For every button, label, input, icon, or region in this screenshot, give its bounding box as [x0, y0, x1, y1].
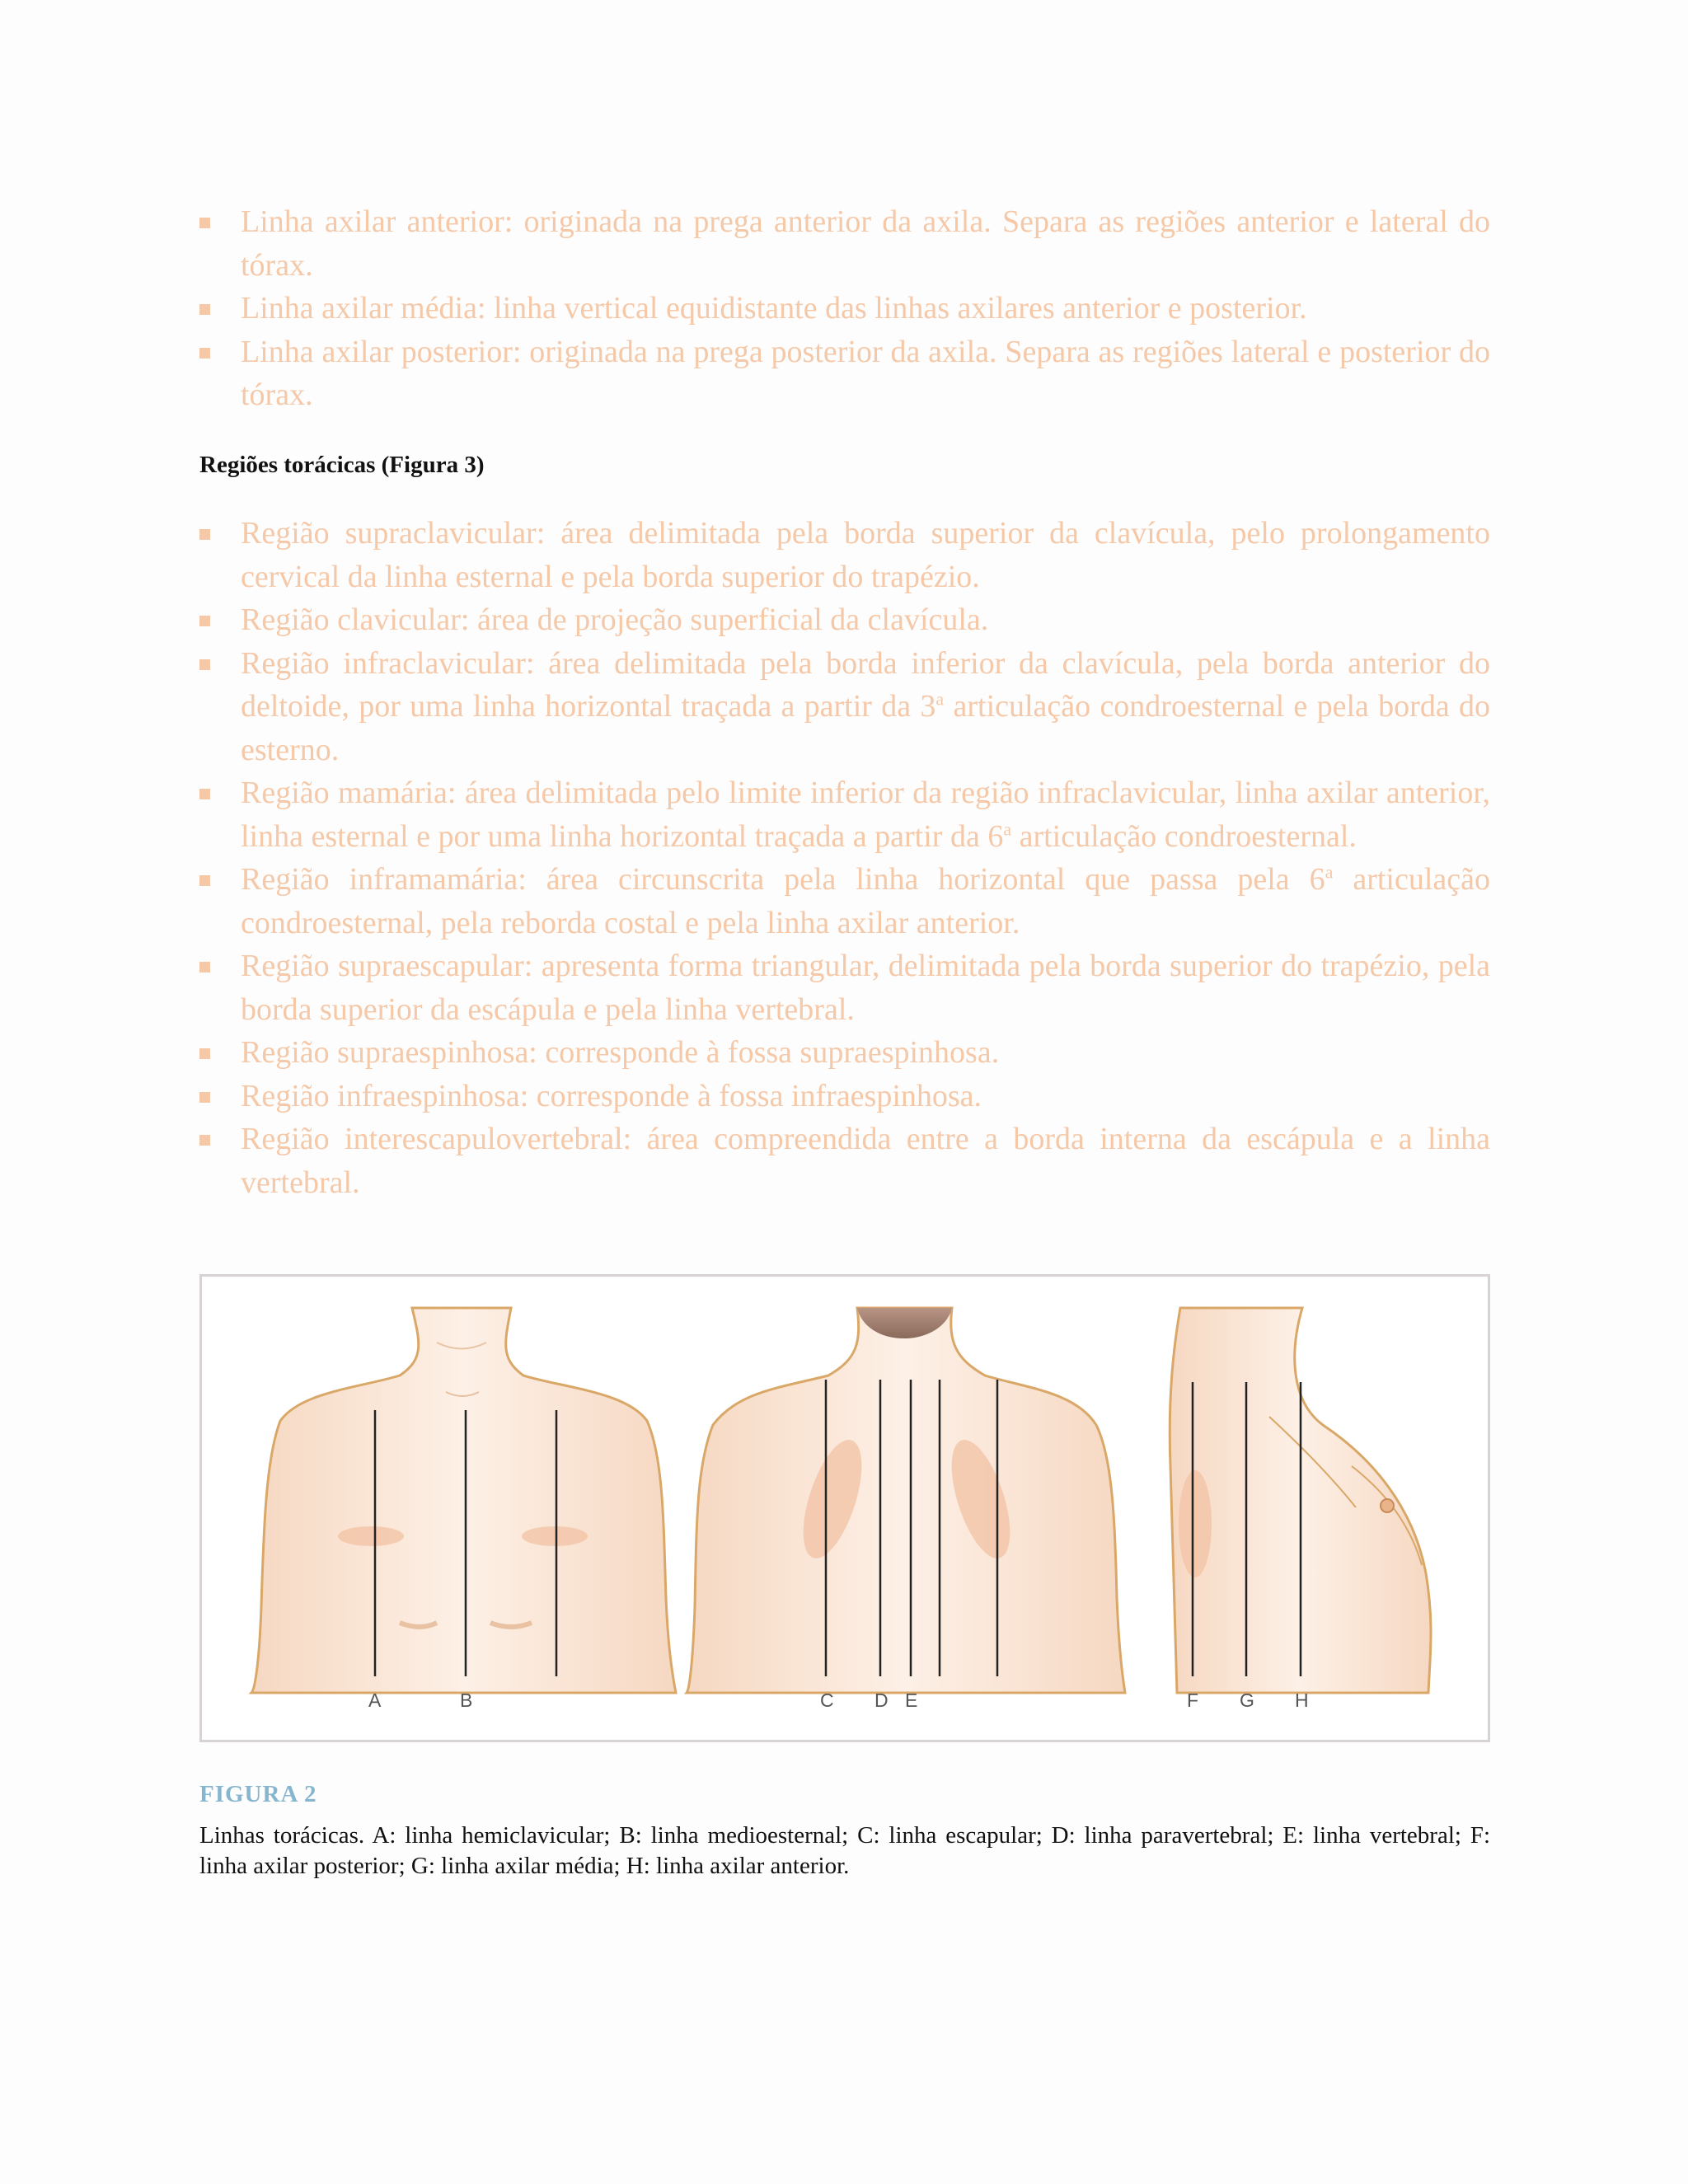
list-item: Região supraescapular: apresenta forma triangular, delimitada pela borda superior do trapézio, pela borda superior da escápula e pela linha vertebral. [199, 944, 1490, 1031]
bullet-icon [199, 1048, 210, 1059]
posterior-torso [687, 1308, 1125, 1693]
list-item: Região mamária: área delimitada pelo limite inferior da região infraclavicular, linha axilar anterior, linha esternal e por uma linha horizontal traçada a partir da 6$^a$ articulação condroesternal. [199, 771, 1490, 858]
bullet-icon [199, 529, 210, 540]
line-label-h: H [1295, 1690, 1309, 1711]
line-label-e: E [905, 1690, 918, 1711]
bullet-icon [199, 218, 210, 228]
list-item: Região infraespinhosa: corresponde à fossa infraespinhosa. [199, 1075, 1490, 1118]
bullet-icon [199, 962, 210, 972]
line-label-f: F [1187, 1690, 1199, 1711]
anterior-torso [251, 1308, 676, 1693]
bullet-icon [199, 304, 210, 315]
line-label-b: B [460, 1690, 473, 1711]
list-item: Região infraclavicular: área delimitada pela borda inferior da clavícula, pela borda anterior do deltoide, por uma linha horizontal traçada a partir da 3$^a$ articulação condroesternal e pela borda do esterno. [199, 642, 1490, 772]
thoracic-lines-list [199, 200, 1490, 417]
bullet-icon [199, 348, 210, 359]
thoracic-regions-list [199, 512, 1490, 1204]
list-item: Região interescapulovertebral: área compreendida entre a borda interna da escápula e a linha vertebral. [199, 1118, 1490, 1204]
list-item: Região supraespinhosa: corresponde à fossa supraespinhosa. [199, 1031, 1490, 1075]
bullet-icon [199, 1135, 210, 1146]
section-heading: Regiões torácicas (Figura 3) [199, 452, 485, 478]
bullet-icon [199, 1092, 210, 1103]
line-label-c: C [820, 1690, 834, 1711]
figure-label: FIGURA 2 [199, 1781, 317, 1807]
list-item: Região clavicular: área de projeção superficial da clavícula. [199, 598, 1490, 642]
bullet-icon [199, 875, 210, 886]
anatomy-illustration [202, 1277, 1488, 1740]
bullet-icon [199, 789, 210, 799]
figure-thoracic-lines [199, 1274, 1490, 1742]
list-item: Linha axilar posterior: originada na prega posterior da axila. Separa as regiões lateral e posterior do tórax. [199, 330, 1490, 417]
lateral-torso [1170, 1308, 1431, 1693]
list-item: Região supraclavicular: área delimitada pela borda superior da clavícula, pelo prolongamento cervical da linha esternal e pela borda superior do trapézio. [199, 512, 1490, 598]
bullet-icon [199, 659, 210, 670]
list-item: Região inframamária: área circunscrita pela linha horizontal que passa pela 6$^a$ articulação condroesternal, pela reborda costal e pela linha axilar anterior. [199, 858, 1490, 944]
line-label-a: A [368, 1690, 382, 1711]
list-item: Linha axilar anterior: originada na prega anterior da axila. Separa as regiões anterior e lateral do tórax. [199, 200, 1490, 287]
line-label-g: G [1240, 1690, 1254, 1711]
list-item: Linha axilar média: linha vertical equidistante das linhas axilares anterior e posterior. [199, 287, 1490, 330]
line-label-d: D [874, 1690, 889, 1711]
bullet-icon [199, 616, 210, 626]
figure-caption: Linhas torácicas. A: linha hemiclavicular; B: linha medioesternal; C: linha escapular; D: linha paravertebral; E: linha vertebral; F: linha axilar posterior; G: linha axilar média; H: linha axilar anterior. [199, 1822, 1490, 1879]
